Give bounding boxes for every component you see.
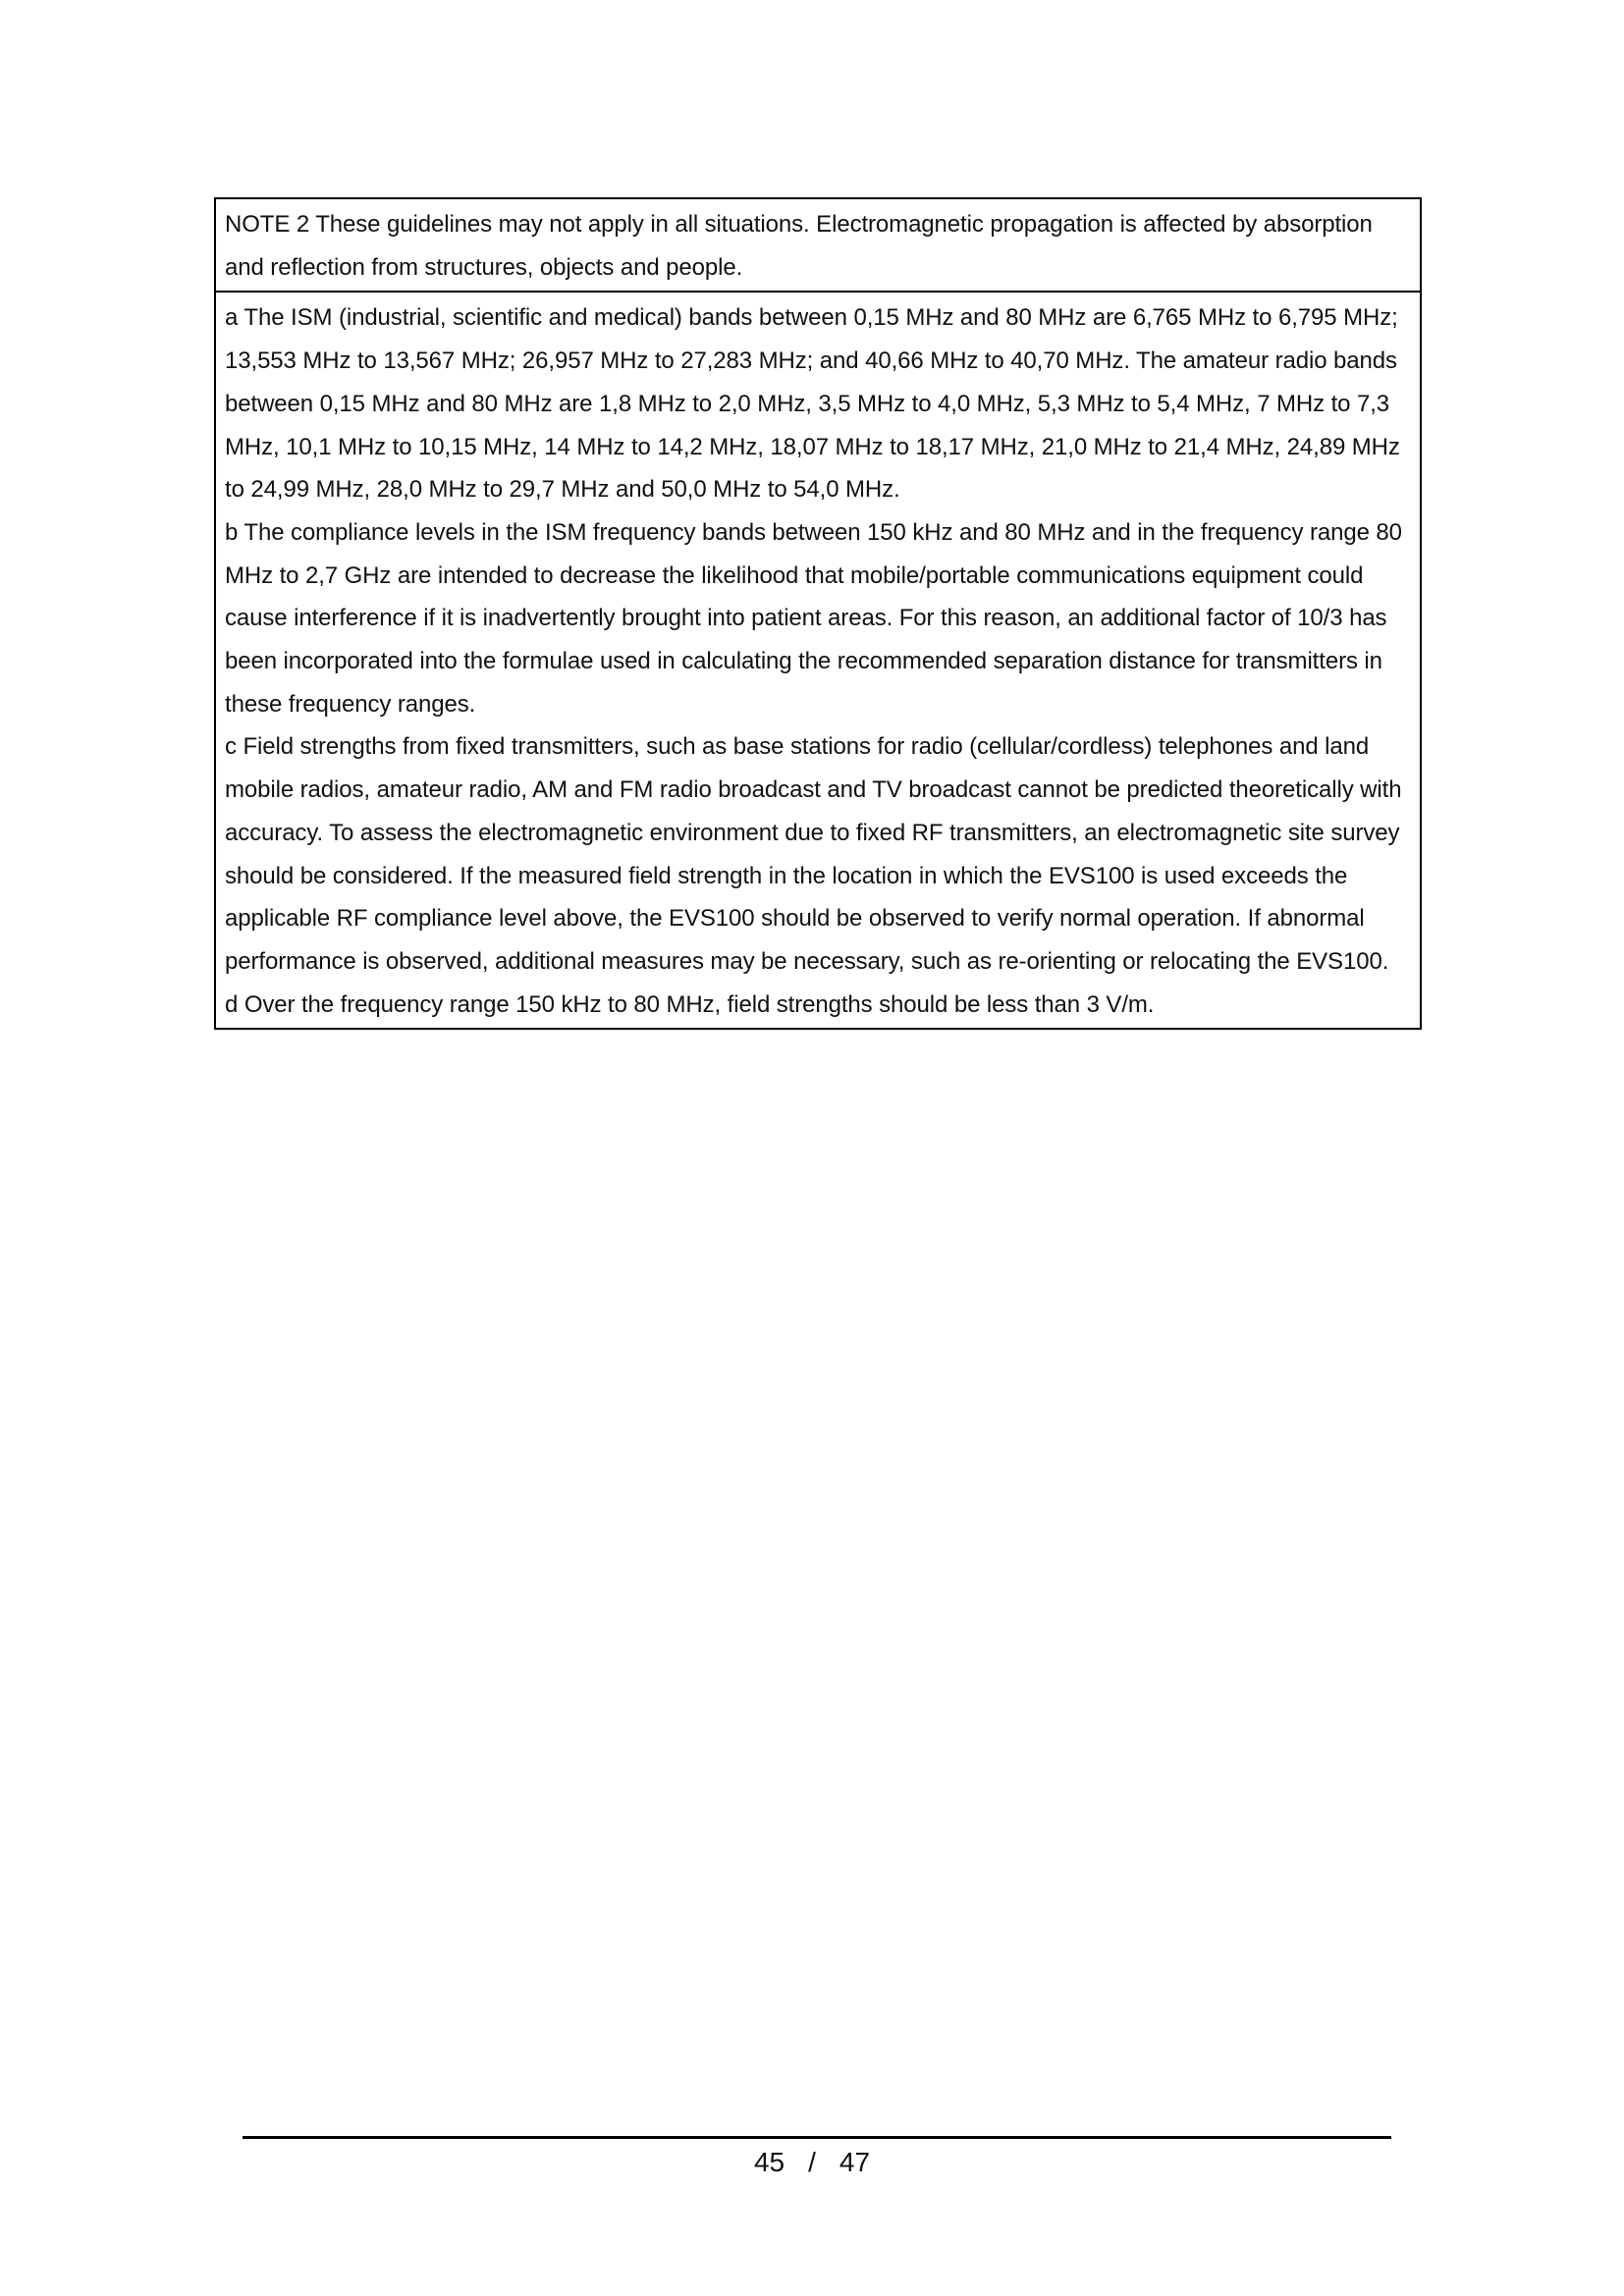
current-page: 45 xyxy=(753,2147,785,2177)
total-pages: 47 xyxy=(839,2147,871,2177)
footnote-a: a The ISM (industrial, scientific and medical) bands between 0,15 MHz and 80 MHz are 6,765 MHz to 6,795 MHz; 13,553 MHz to 13,567 MHz; 26,957 MHz to 27,283 MHz; and 40,66 MHz to 40,70 MHz. The amateur radio bands between 0,15 MHz and 80 MHz are 1,8 MHz to 2,0 MHz, 3,5 MHz to 4,0 MHz, 5,3 MHz to 5,4 MHz, 7 MHz to 7,3 MHz, 10,1 MHz to 10,15 MHz, 14 MHz to 14,2 MHz, 18,07 MHz to 18,17 MHz, 21,0 MHz to 21,4 MHz, 24,89 MHz to 24,99 MHz, 28,0 MHz to 29,7 MHz and 50,0 MHz to 54,0 MHz. xyxy=(225,304,1400,504)
footer-divider xyxy=(243,2136,1391,2139)
page-number xyxy=(0,2146,1624,2179)
note-cell xyxy=(216,199,1420,291)
footnote-d: d Over the frequency range 150 kHz to 80 MHz, field strengths should be less than 3 V/m. xyxy=(225,990,1155,1018)
page-separator: / xyxy=(808,2147,816,2177)
note-2-text: NOTE 2 These guidelines may not apply in all situations. Electromagnetic propagation is affected by absorption and reflection from structures, objects and people. xyxy=(225,211,1373,281)
note-table xyxy=(214,197,1422,1030)
footnotes-cell xyxy=(216,291,1420,1028)
footnote-b: b The compliance levels in the ISM frequency bands between 150 kHz and 80 MHz and in the frequency range 80 MHz to 2,7 GHz are intended to decrease the likelihood that mobile/portable communications equipment could cause interference if it is inadvertently brought into patient areas. For this reason, an additional factor of 10/3 has been incorporated into the formulae used in calculating the recommended separation distance for transmitters in these frequency ranges. xyxy=(225,518,1402,718)
footnote-c: c Field strengths from fixed transmitters, such as base stations for radio (cellular/cordless) telephones and land mobile radios, amateur radio, AM and FM radio broadcast and TV broadcast cannot be predicted theoretically with accuracy. To assess the electromagnetic environment due to fixed RF transmitters, an electromagnetic site survey should be considered. If the measured field strength in the location in which the EVS100 is used exceeds the applicable RF compliance level above, the EVS100 should be observed to verify normal operation. If abnormal performance is observed, additional measures may be necessary, such as re-orienting or relocating the EVS100. xyxy=(225,733,1402,975)
